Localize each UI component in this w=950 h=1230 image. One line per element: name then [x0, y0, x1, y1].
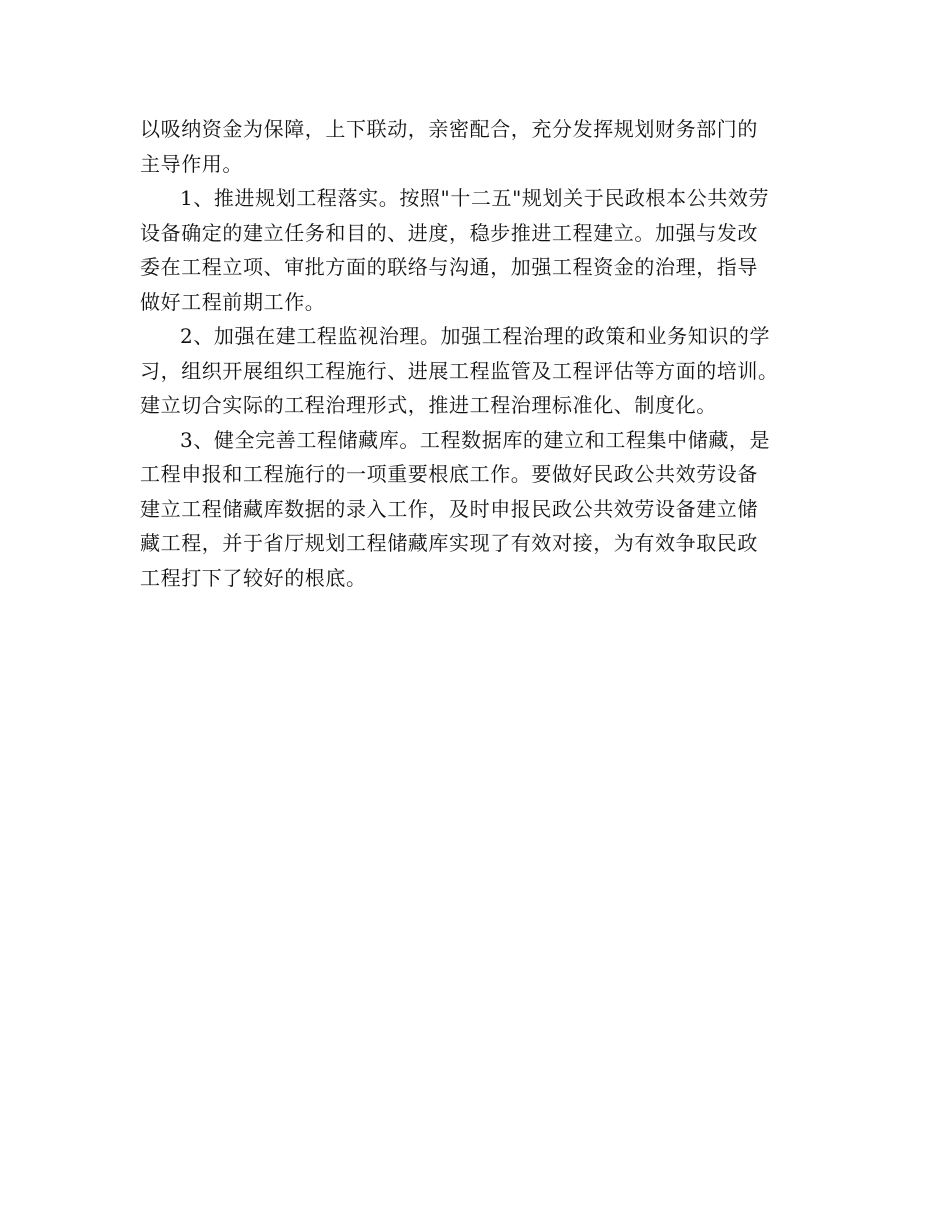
text-line: 设备确定的建立任务和目的、进度，稳步推进工程建立。加强与发改 [140, 220, 758, 245]
paragraph-item-1 [140, 181, 812, 319]
text-line: 2、加强在建工程监视治理。加强工程治理的政策和业务知识的学 [180, 324, 771, 348]
paragraph-intro [140, 112, 812, 181]
text-line: 做好工程前期工作。 [140, 289, 326, 314]
text-line: 习，组织开展组织工程施行、进展工程监管及工程评估等方面的培训。 [140, 358, 779, 383]
text-line: 建立切合实际的工程治理形式，推进工程治理标准化、制度化。 [140, 393, 717, 417]
text-line: 1、推进规划工程落实。按照"十二五"规划关于民政根本公共效劳 [180, 186, 770, 210]
text-line: 3、健全完善工程储藏库。工程数据库的建立和工程集中储藏，是 [180, 427, 771, 452]
text-line: 工程申报和工程施行的一项重要根底工作。要做好民政公共效劳设备 [140, 462, 758, 486]
text-line: 主导作用。 [140, 151, 243, 176]
paragraph-item-3 [140, 423, 812, 596]
text-line: 委在工程立项、审批方面的联络与沟通，加强工程资金的治理，指导 [140, 255, 758, 279]
text-line: 建立工程储藏库数据的录入工作，及时申报民政公共效劳设备建立储 [140, 496, 758, 521]
text-line: 以吸纳资金为保障，上下联动，亲密配合，充分发挥规划财务部门的 [140, 117, 758, 141]
document-body [140, 112, 812, 595]
text-line: 工程打下了较好的根底。 [140, 565, 367, 590]
paragraph-item-2 [140, 319, 812, 423]
text-line: 藏工程，并于省厅规划工程储藏库实现了有效对接，为有效争取民政 [140, 531, 758, 555]
